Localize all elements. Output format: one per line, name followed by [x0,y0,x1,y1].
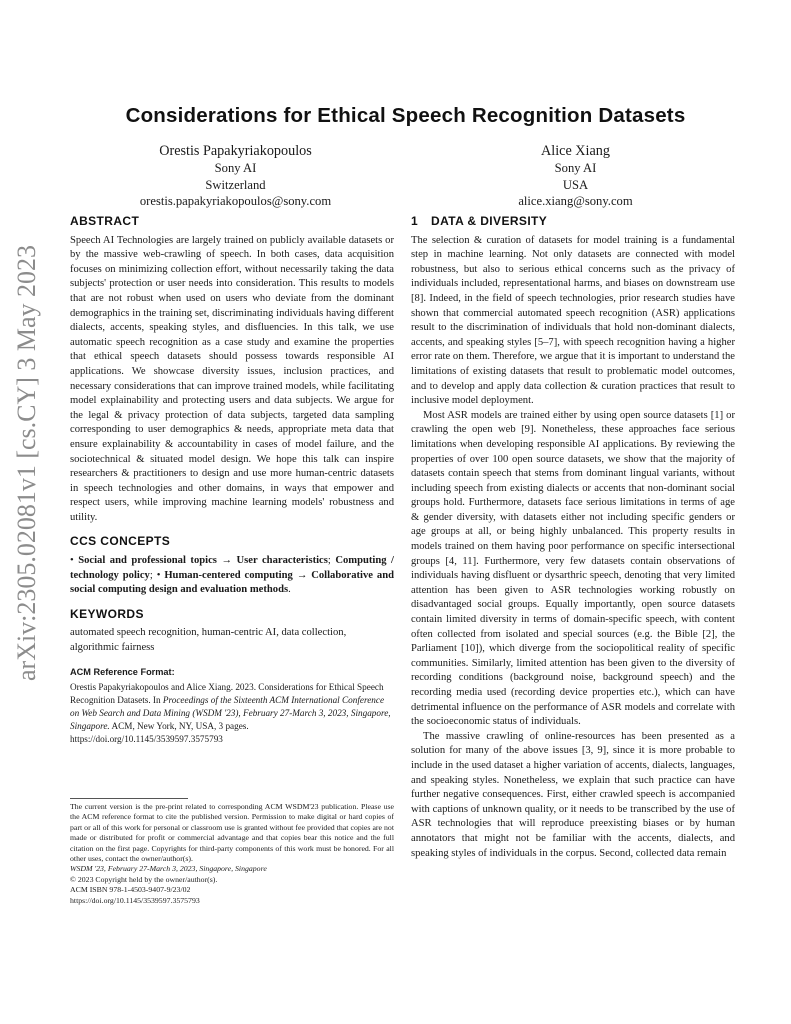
author-block-1 [70,142,401,210]
author-affiliation: Sony AI [214,161,257,175]
acm-reference-heading: ACM Reference Format: [70,666,175,677]
section-number: 1 [411,214,419,228]
ccs-item: Computing / technology policy [70,555,394,581]
ccs-item: User characteristics [236,555,328,567]
body-paragraph: The massive crawling of online-resources has been presented as a solution for many of the above issues [3, 9], since it is more probable to include in the used dataset a higher variation of accents, dialects, languages, and speaking styles. Nonetheless, we explain that such practice can have further negative consequences. First, either crawled speech is accompanied with captions of unknown quality, or it needs to be transcribed by the use of ASR technologies that will reproduce preexisting biases or by human annotators that might not be familiar with the accents, dialects, and speaking styles of individuals in the corpus. Second, collected data remain [411,730,735,859]
abstract-text: Speech AI Technologies are largely trained on publicly available datasets or by the massive web-crawling of speech. In both cases, data acquisition focuses on minimizing collection effort, without necessarily taking the data subjects' protection or user needs into consideration. This results to models that are not robust when used on users who deviate from the dominant demographics in the training set, discriminating individuals having different dialects, accents, speaking styles, and disfluencies. In this talk, we use automatic speech recognition as a case study and examine the properties that ethical speech datasets should possess towards responsible AI applications. We showcase diversity issues, inclusion practices, and necessary considerations that can improve trained models, while facilitating model explainability and protecting users and data subjects. We argue for the legal & privacy protection of data subjects, targeted data sampling corresponding to user demographics & needs, appropriate meta data that ensure explainability & accountability in cases of model failure, and the sociotechnical & situated model design. We hope this talk can inspire researchers & practitioners to design and use more human-centric datasets in speech technologies and other domains, in ways that empower and respect users, while improving machine learning models' robustness and utility. [70,234,394,523]
ccs-item: Human-centered computing [164,569,293,581]
left-column [70,214,394,746]
author-country: Switzerland [205,177,266,192]
ccs-concepts: • Social and professional topics → User characteristics; Computing / technology policy; • Human-centered computing → Collaborative and social computing design and evaluation methods. [70,555,394,596]
arxiv-stamp-text: arXiv:2305.02081v1 [cs.CY] 3 May 2023 [12,244,41,681]
footnote-rule [70,798,188,799]
footnote-isbn: ACM ISBN 978-1-4503-9407-9/23/02 [70,885,191,895]
author-affiliation: Sony AI [554,161,597,175]
abstract-heading: ABSTRACT [70,214,140,228]
author-block-2 [410,142,741,210]
acm-reference-text: Orestis Papakyriakopoulos and Alice Xiang. 2023. Considerations for Ethical Speech Recognition Datasets. In Proceedings of the Sixteenth ACM International Conference on Web Search and Data Mining (WSDM '23), February 27-March 3, 2023, Singapore, Singapore. ACM, New York, NY, USA, 3 pages. https://doi.org/10.1145/3539597.3575793 [70,682,391,745]
author-country: USA [562,177,589,192]
author-email[interactable]: orestis.papakyriakopoulos@sony.com [139,194,332,208]
paper-title: Considerations for Ethical Speech Recognition Datasets [125,104,686,127]
author-name: Orestis Papakyriakopoulos [159,143,312,159]
footnote-venue: WSDM '23, February 27-March 3, 2023, Singapore, Singapore [70,864,267,874]
body-paragraph: Most ASR models are trained either by using open source datasets [1] or crawling the open web [9]. Nonetheless, these approaches face serious limitations when developing responsible AI applications. By reviewing the properties of over 100 open source datasets, we show that the majority of datasets contain speech that stems from dominant lingual variants, without including speech from existing dialects or accents that non-dominant social groups hold. Furthermore, datasets face serious limitations in terms of age & gender diversity, with datasets either not including specific genders or age groups at all, or being highly unbalanced. This property results in models trained on them having poor performance on specific intersectional groups [4, 11]. Furthermore, very few datasets contain observations of individuals having disfluent or dysarthric speech, denoting that very limited attention has been given to ASR technologies working robustly on disadvantaged social groups. Equally importantly, open source datasets contain limited diversity in terms of domain-specific speech, with content often collected from isolated and special sources (e.g. the Bible [2], the Parliament [10]), which diverge from the sociopolitical reality of specific communities. Similarly, limited attention has been given to the diversity of recording conditions (background noise, background speech) and the recording media used (recording device properties etc.), which can have detrimental influence on the performance of ASR models and correlate with the socioeconomic status of individuals. [411,409,735,728]
section-heading [411,214,735,229]
section-title: DATA & DIVERSITY [431,214,548,228]
footnote-doi[interactable]: https://doi.org/10.1145/3539597.3575793 [70,895,200,905]
right-column [411,214,735,861]
ccs-item: Collaborative and social computing design and evaluation methods [70,569,394,596]
ccs-heading: CCS CONCEPTS [70,534,171,549]
keywords-text: automated speech recognition, human-centric AI, data collection, algorithmic fairness [70,627,347,654]
author-email[interactable]: alice.xiang@sony.com [518,194,633,208]
footnote-permission: The current version is the pre-print related to corresponding ACM WSDM'23 publication. Please use the ACM reference format to cite the published version. Permission to make digital or hard copies of part or all of this work for personal or classroom use is granted without fee provided that copies are not made or distributed for profit or commercial advantage and that copies bear this notice and the full citation on the first page. Copyrights for third-party components of this work must be honored. For all other uses, contact the owner/author(s). [70,802,394,864]
body-paragraph: The selection & curation of datasets for model training is a fundamental step in machine learning. Not only datasets are connected with model robustness, but also to serious ethical concerns such as the privacy of individuals included, representational harms, and biases on downstream use [8]. Indeed, in the field of speech technologies, prior research studies have shown that commercial automated speech recognition (ASR) applications result to the discrimination of individuals that hold non-dominant dialects, accents, and speaking styles [5–7], with speech recognition having a higher error rate on them. Therefore, we argue that it is important to understand the limitations of existing datasets that result to problematic model outcomes, and to develop and apply data collection & curation practices that result to inclusive model deployment. [411,234,735,407]
footnote [70,802,394,906]
keywords-heading: KEYWORDS [70,606,144,621]
footnote-copyright: © 2023 Copyright held by the owner/author(s). [70,874,218,884]
ccs-item: Social and professional topics [78,555,217,567]
arxiv-stamp [4,243,48,683]
author-name: Alice Xiang [541,143,610,159]
